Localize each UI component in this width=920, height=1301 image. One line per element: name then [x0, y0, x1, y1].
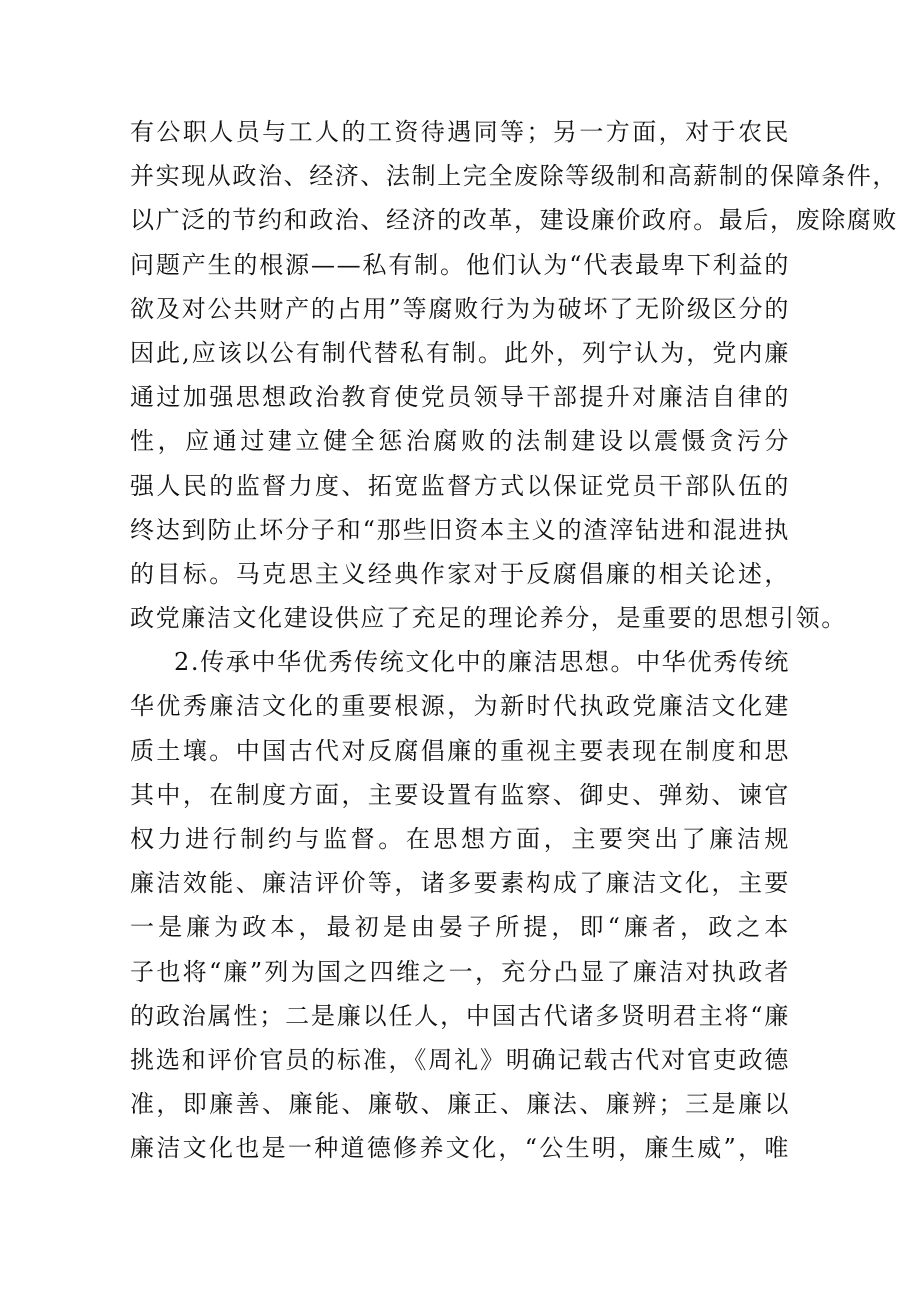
text-line: 廉洁效能、廉洁评价等，诸多要素构成了廉洁文化，主要	[130, 869, 790, 898]
text-line: 其中，在制度方面，主要设置有监察、御史、弹劾、谏官	[130, 780, 790, 809]
text-line: 欲及对公共财产的占用”等腐败行为为破坏了无阶级区分的	[130, 294, 790, 323]
text-line: 廉洁文化也是一种道德修养文化，“公生明，廉生威”，唯	[130, 1134, 790, 1163]
text-line: 通过加强思想政治教育使党员领导干部提升对廉洁自律的	[130, 383, 790, 412]
text-line: 权力进行制约与监督。在思想方面，主要突出了廉洁规	[130, 825, 790, 853]
text-line: 终达到防止坏分子和“那些旧资本主义的渣滓钻进和混进执	[130, 515, 790, 544]
text-line: 问题产生的根源——私有制。他们认为“代表最卑下利益的	[130, 250, 790, 279]
text-line: 政党廉洁文化建设供应了充足的理论养分，是重要的思想引领。	[130, 604, 847, 633]
text-line: 华优秀廉洁文化的重要根源，为新时代执政党廉洁文化建	[130, 692, 790, 721]
text-line: 质土壤。中国古代对反腐倡廉的重视主要表现在制度和思	[130, 736, 790, 765]
body-text	[130, 110, 898, 1171]
text-line: 有公职人员与工人的工资待遇同等；另一方面，对于农民	[130, 118, 790, 146]
paragraph-start-line: 2.传承中华优秀传统文化中的廉洁思想。中华优秀传统	[174, 648, 790, 677]
text-line: 准，即廉善、廉能、廉敬、廉正、廉法、廉辨；三是廉以	[130, 1090, 790, 1119]
text-line: 一是廉为政本，最初是由晏子所提，即“廉者，政之本	[130, 913, 790, 942]
text-line: 性，应通过建立健全惩治腐败的法制建设以震慑贪污分	[130, 427, 790, 456]
text-line: 的政治属性；二是廉以任人，中国古代诸多贤明君主将“廉	[130, 1001, 790, 1030]
text-line: 因此,应该以公有制代替私有制。此外，列宁认为，党内廉	[130, 338, 790, 367]
text-line: 强人民的监督力度、拓宽监督方式以保证党员干部队伍的	[130, 471, 790, 500]
text-line: 挑选和评价官员的标准，《周礼》明确记载古代对官吏政德	[130, 1045, 790, 1074]
text-line: 并实现从政治、经济、法制上完全废除等级制和高薪制的保障条件，	[130, 162, 898, 191]
text-line: 以广泛的节约和政治、经济的改革，建设廉价政府。最后，废除腐败	[130, 206, 898, 235]
text-line: 的目标。马克思主义经典作家对于反腐倡廉的相关论述，	[130, 559, 790, 588]
text-line: 子也将“廉”列为国之四维之一，充分凸显了廉洁对执政者	[130, 957, 790, 986]
